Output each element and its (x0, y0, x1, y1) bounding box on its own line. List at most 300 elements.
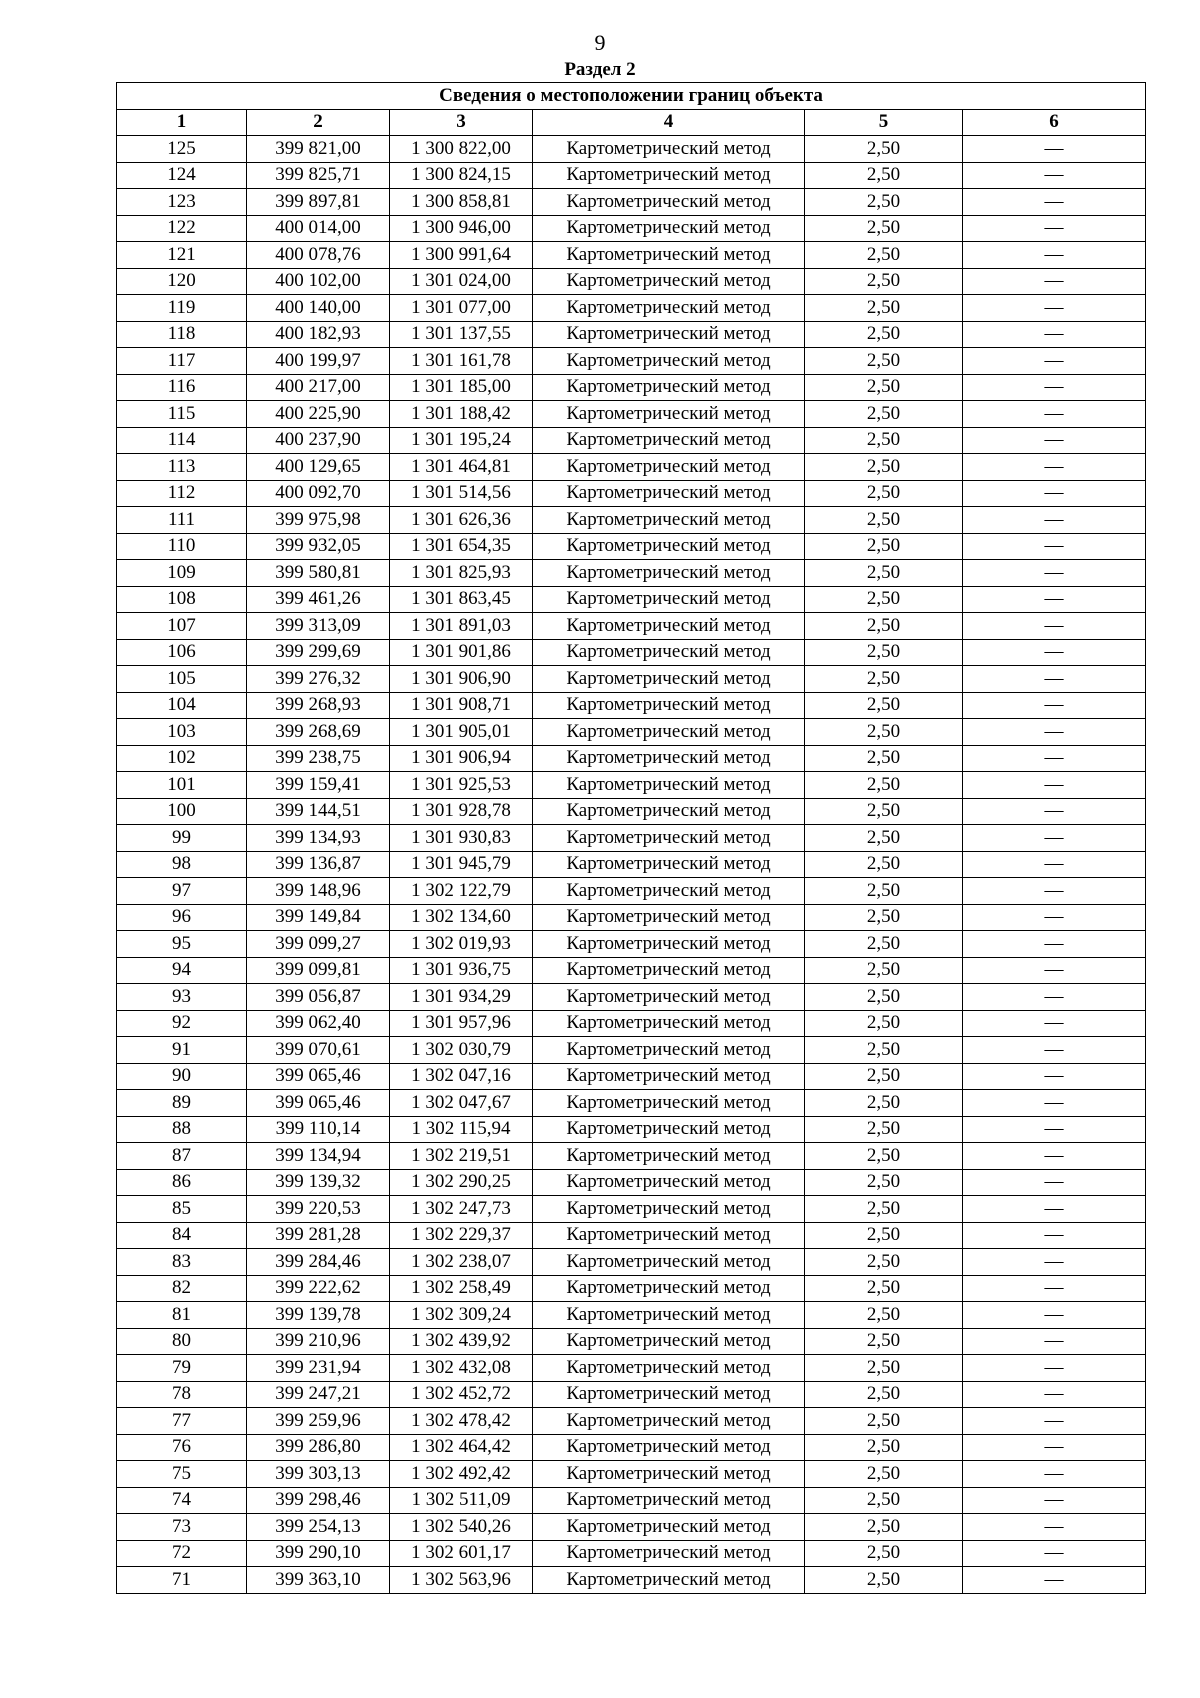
description-cell: — (963, 666, 1146, 693)
point-number-cell: 100 (117, 798, 247, 825)
method-cell: Картометрический метод (533, 1116, 805, 1143)
point-number-cell: 92 (117, 1010, 247, 1037)
description-cell: — (963, 374, 1146, 401)
accuracy-cell: 2,50 (805, 1222, 963, 1249)
description-cell: — (963, 1037, 1146, 1064)
description-cell: — (963, 401, 1146, 428)
y-coordinate-cell: 1 301 930,83 (390, 825, 533, 852)
y-coordinate-cell: 1 300 946,00 (390, 215, 533, 242)
accuracy-cell: 2,50 (805, 268, 963, 295)
table-row (117, 745, 1146, 772)
column-header: 3 (390, 109, 533, 136)
table-row (117, 692, 1146, 719)
description-cell: — (963, 639, 1146, 666)
table-row (117, 374, 1146, 401)
accuracy-cell: 2,50 (805, 1461, 963, 1488)
y-coordinate-cell: 1 301 957,96 (390, 1010, 533, 1037)
accuracy-cell: 2,50 (805, 215, 963, 242)
description-cell: — (963, 1116, 1146, 1143)
point-number-cell: 115 (117, 401, 247, 428)
x-coordinate-cell: 399 975,98 (247, 507, 390, 534)
table-row (117, 1434, 1146, 1461)
accuracy-cell: 2,50 (805, 348, 963, 375)
table-row (117, 1063, 1146, 1090)
table-row (117, 957, 1146, 984)
point-number-cell: 110 (117, 533, 247, 560)
accuracy-cell: 2,50 (805, 480, 963, 507)
x-coordinate-cell: 399 062,40 (247, 1010, 390, 1037)
accuracy-cell: 2,50 (805, 931, 963, 958)
table-row (117, 1461, 1146, 1488)
description-cell: — (963, 613, 1146, 640)
description-cell: — (963, 931, 1146, 958)
accuracy-cell: 2,50 (805, 1063, 963, 1090)
table-row (117, 507, 1146, 534)
table-row (117, 295, 1146, 322)
accuracy-cell: 2,50 (805, 1355, 963, 1382)
point-number-cell: 71 (117, 1567, 247, 1594)
y-coordinate-cell: 1 300 858,81 (390, 189, 533, 216)
accuracy-cell: 2,50 (805, 957, 963, 984)
point-number-cell: 116 (117, 374, 247, 401)
accuracy-cell: 2,50 (805, 825, 963, 852)
point-number-cell: 79 (117, 1355, 247, 1382)
table-row (117, 1567, 1146, 1594)
description-cell: — (963, 719, 1146, 746)
description-cell: — (963, 480, 1146, 507)
description-cell: — (963, 1169, 1146, 1196)
table-row (117, 136, 1146, 163)
point-number-cell: 106 (117, 639, 247, 666)
y-coordinate-cell: 1 301 891,03 (390, 613, 533, 640)
point-number-cell: 118 (117, 321, 247, 348)
accuracy-cell: 2,50 (805, 242, 963, 269)
method-cell: Картометрический метод (533, 851, 805, 878)
x-coordinate-cell: 399 254,13 (247, 1514, 390, 1541)
accuracy-cell: 2,50 (805, 189, 963, 216)
table-row (117, 533, 1146, 560)
method-cell: Картометрический метод (533, 772, 805, 799)
table-row (117, 1408, 1146, 1435)
accuracy-cell: 2,50 (805, 162, 963, 189)
method-cell: Картометрический метод (533, 1540, 805, 1567)
method-cell: Картометрический метод (533, 295, 805, 322)
point-number-cell: 123 (117, 189, 247, 216)
table-row (117, 1090, 1146, 1117)
y-coordinate-cell: 1 302 258,49 (390, 1275, 533, 1302)
description-cell: — (963, 1487, 1146, 1514)
x-coordinate-cell: 400 102,00 (247, 268, 390, 295)
x-coordinate-cell: 399 238,75 (247, 745, 390, 772)
description-cell: — (963, 560, 1146, 587)
description-cell: — (963, 1328, 1146, 1355)
x-coordinate-cell: 399 290,10 (247, 1540, 390, 1567)
y-coordinate-cell: 1 301 906,90 (390, 666, 533, 693)
point-number-cell: 91 (117, 1037, 247, 1064)
y-coordinate-cell: 1 302 492,42 (390, 1461, 533, 1488)
y-coordinate-cell: 1 302 478,42 (390, 1408, 533, 1435)
method-cell: Картометрический метод (533, 348, 805, 375)
description-cell: — (963, 295, 1146, 322)
y-coordinate-cell: 1 301 905,01 (390, 719, 533, 746)
table-row (117, 189, 1146, 216)
point-number-cell: 93 (117, 984, 247, 1011)
accuracy-cell: 2,50 (805, 507, 963, 534)
point-number-cell: 80 (117, 1328, 247, 1355)
y-coordinate-cell: 1 302 219,51 (390, 1143, 533, 1170)
point-number-cell: 86 (117, 1169, 247, 1196)
accuracy-cell: 2,50 (805, 1328, 963, 1355)
description-cell: — (963, 189, 1146, 216)
x-coordinate-cell: 399 247,21 (247, 1381, 390, 1408)
description-cell: — (963, 1090, 1146, 1117)
description-cell: — (963, 348, 1146, 375)
accuracy-cell: 2,50 (805, 1169, 963, 1196)
description-cell: — (963, 772, 1146, 799)
table-row (117, 1196, 1146, 1223)
method-cell: Картометрический метод (533, 692, 805, 719)
description-cell: — (963, 162, 1146, 189)
table-row (117, 1487, 1146, 1514)
accuracy-cell: 2,50 (805, 1037, 963, 1064)
x-coordinate-cell: 399 825,71 (247, 162, 390, 189)
x-coordinate-cell: 399 298,46 (247, 1487, 390, 1514)
accuracy-cell: 2,50 (805, 1196, 963, 1223)
y-coordinate-cell: 1 302 452,72 (390, 1381, 533, 1408)
accuracy-cell: 2,50 (805, 772, 963, 799)
point-number-cell: 85 (117, 1196, 247, 1223)
y-coordinate-cell: 1 302 511,09 (390, 1487, 533, 1514)
x-coordinate-cell: 399 110,14 (247, 1116, 390, 1143)
accuracy-cell: 2,50 (805, 878, 963, 905)
point-number-cell: 102 (117, 745, 247, 772)
x-coordinate-cell: 399 222,62 (247, 1275, 390, 1302)
point-number-cell: 83 (117, 1249, 247, 1276)
point-number-cell: 82 (117, 1275, 247, 1302)
method-cell: Картометрический метод (533, 798, 805, 825)
accuracy-cell: 2,50 (805, 1381, 963, 1408)
accuracy-cell: 2,50 (805, 1116, 963, 1143)
method-cell: Картометрический метод (533, 560, 805, 587)
point-number-cell: 75 (117, 1461, 247, 1488)
accuracy-cell: 2,50 (805, 798, 963, 825)
table-row (117, 1302, 1146, 1329)
y-coordinate-cell: 1 302 290,25 (390, 1169, 533, 1196)
method-cell: Картометрический метод (533, 1434, 805, 1461)
point-number-cell: 98 (117, 851, 247, 878)
description-cell: — (963, 1010, 1146, 1037)
description-cell: — (963, 215, 1146, 242)
description-cell: — (963, 904, 1146, 931)
description-cell: — (963, 957, 1146, 984)
column-header: 5 (805, 109, 963, 136)
table-row (117, 454, 1146, 481)
method-cell: Картометрический метод (533, 1143, 805, 1170)
x-coordinate-cell: 400 129,65 (247, 454, 390, 481)
y-coordinate-cell: 1 302 439,92 (390, 1328, 533, 1355)
caption-row (117, 83, 1146, 110)
description-cell: — (963, 1222, 1146, 1249)
description-cell: — (963, 1540, 1146, 1567)
method-cell: Картометрический метод (533, 1037, 805, 1064)
method-cell: Картометрический метод (533, 1275, 805, 1302)
table-row (117, 215, 1146, 242)
point-number-cell: 105 (117, 666, 247, 693)
point-number-cell: 90 (117, 1063, 247, 1090)
y-coordinate-cell: 1 302 047,16 (390, 1063, 533, 1090)
point-number-cell: 121 (117, 242, 247, 269)
accuracy-cell: 2,50 (805, 1487, 963, 1514)
accuracy-cell: 2,50 (805, 851, 963, 878)
table-row (117, 348, 1146, 375)
x-coordinate-cell: 400 078,76 (247, 242, 390, 269)
table-row (117, 401, 1146, 428)
method-cell: Картометрический метод (533, 639, 805, 666)
description-cell: — (963, 745, 1146, 772)
description-cell: — (963, 1275, 1146, 1302)
accuracy-cell: 2,50 (805, 1010, 963, 1037)
x-coordinate-cell: 399 299,69 (247, 639, 390, 666)
x-coordinate-cell: 399 461,26 (247, 586, 390, 613)
y-coordinate-cell: 1 301 945,79 (390, 851, 533, 878)
x-coordinate-cell: 400 014,00 (247, 215, 390, 242)
description-cell: — (963, 1408, 1146, 1435)
method-cell: Картометрический метод (533, 1514, 805, 1541)
table-row (117, 639, 1146, 666)
table-row (117, 798, 1146, 825)
x-coordinate-cell: 399 099,81 (247, 957, 390, 984)
point-number-cell: 120 (117, 268, 247, 295)
description-cell: — (963, 427, 1146, 454)
y-coordinate-cell: 1 300 991,64 (390, 242, 533, 269)
x-coordinate-cell: 399 149,84 (247, 904, 390, 931)
method-cell: Картометрический метод (533, 666, 805, 693)
description-cell: — (963, 1249, 1146, 1276)
page-number: 9 (594, 30, 606, 55)
boundary-table (116, 82, 1146, 1594)
x-coordinate-cell: 399 276,32 (247, 666, 390, 693)
point-number-cell: 78 (117, 1381, 247, 1408)
x-coordinate-cell: 399 220,53 (247, 1196, 390, 1223)
description-cell: — (963, 507, 1146, 534)
x-coordinate-cell: 399 134,93 (247, 825, 390, 852)
table-row (117, 772, 1146, 799)
description-cell: — (963, 1143, 1146, 1170)
point-number-cell: 77 (117, 1408, 247, 1435)
accuracy-cell: 2,50 (805, 1249, 963, 1276)
table-row (117, 878, 1146, 905)
point-number-cell: 103 (117, 719, 247, 746)
method-cell: Картометрический метод (533, 136, 805, 163)
table-row (117, 1010, 1146, 1037)
description-cell: — (963, 1381, 1146, 1408)
method-cell: Картометрический метод (533, 957, 805, 984)
method-cell: Картометрический метод (533, 427, 805, 454)
x-coordinate-cell: 399 099,27 (247, 931, 390, 958)
method-cell: Картометрический метод (533, 1567, 805, 1594)
method-cell: Картометрический метод (533, 1222, 805, 1249)
accuracy-cell: 2,50 (805, 692, 963, 719)
description-cell: — (963, 1302, 1146, 1329)
y-coordinate-cell: 1 302 047,67 (390, 1090, 533, 1117)
point-number-cell: 109 (117, 560, 247, 587)
method-cell: Картометрический метод (533, 1063, 805, 1090)
description-cell: — (963, 268, 1146, 295)
x-coordinate-cell: 399 231,94 (247, 1355, 390, 1382)
table-row (117, 586, 1146, 613)
y-coordinate-cell: 1 301 825,93 (390, 560, 533, 587)
point-number-cell: 124 (117, 162, 247, 189)
method-cell: Картометрический метод (533, 931, 805, 958)
method-cell: Картометрический метод (533, 984, 805, 1011)
point-number-cell: 97 (117, 878, 247, 905)
y-coordinate-cell: 1 302 247,73 (390, 1196, 533, 1223)
x-coordinate-cell: 399 148,96 (247, 878, 390, 905)
x-coordinate-cell: 399 144,51 (247, 798, 390, 825)
y-coordinate-cell: 1 301 514,56 (390, 480, 533, 507)
accuracy-cell: 2,50 (805, 560, 963, 587)
description-cell: — (963, 825, 1146, 852)
y-coordinate-cell: 1 301 464,81 (390, 454, 533, 481)
description-cell: — (963, 1355, 1146, 1382)
y-coordinate-cell: 1 301 928,78 (390, 798, 533, 825)
point-number-cell: 72 (117, 1540, 247, 1567)
x-coordinate-cell: 400 182,93 (247, 321, 390, 348)
point-number-cell: 96 (117, 904, 247, 931)
accuracy-cell: 2,50 (805, 639, 963, 666)
description-cell: — (963, 321, 1146, 348)
accuracy-cell: 2,50 (805, 1090, 963, 1117)
y-coordinate-cell: 1 301 024,00 (390, 268, 533, 295)
description-cell: — (963, 851, 1146, 878)
table-row (117, 1249, 1146, 1276)
accuracy-cell: 2,50 (805, 136, 963, 163)
description-cell: — (963, 1514, 1146, 1541)
x-coordinate-cell: 399 139,78 (247, 1302, 390, 1329)
table-caption: Сведения о местоположении границ объекта (117, 83, 1146, 110)
column-header: 4 (533, 109, 805, 136)
y-coordinate-cell: 1 301 188,42 (390, 401, 533, 428)
accuracy-cell: 2,50 (805, 904, 963, 931)
accuracy-cell: 2,50 (805, 454, 963, 481)
y-coordinate-cell: 1 302 540,26 (390, 1514, 533, 1541)
x-coordinate-cell: 400 092,70 (247, 480, 390, 507)
point-number-cell: 87 (117, 1143, 247, 1170)
y-coordinate-cell: 1 301 934,29 (390, 984, 533, 1011)
accuracy-cell: 2,50 (805, 1540, 963, 1567)
method-cell: Картометрический метод (533, 904, 805, 931)
accuracy-cell: 2,50 (805, 321, 963, 348)
y-coordinate-cell: 1 301 195,24 (390, 427, 533, 454)
point-number-cell: 104 (117, 692, 247, 719)
table-row (117, 1275, 1146, 1302)
y-coordinate-cell: 1 301 906,94 (390, 745, 533, 772)
y-coordinate-cell: 1 302 030,79 (390, 1037, 533, 1064)
table-row (117, 1328, 1146, 1355)
x-coordinate-cell: 399 363,10 (247, 1567, 390, 1594)
column-header: 2 (247, 109, 390, 136)
method-cell: Картометрический метод (533, 374, 805, 401)
accuracy-cell: 2,50 (805, 1514, 963, 1541)
x-coordinate-cell: 399 159,41 (247, 772, 390, 799)
accuracy-cell: 2,50 (805, 1275, 963, 1302)
point-number-cell: 99 (117, 825, 247, 852)
column-header: 6 (963, 109, 1146, 136)
method-cell: Картометрический метод (533, 1010, 805, 1037)
method-cell: Картометрический метод (533, 719, 805, 746)
point-number-cell: 119 (117, 295, 247, 322)
method-cell: Картометрический метод (533, 242, 805, 269)
description-cell: — (963, 984, 1146, 1011)
x-coordinate-cell: 399 284,46 (247, 1249, 390, 1276)
x-coordinate-cell: 399 268,69 (247, 719, 390, 746)
point-number-cell: 113 (117, 454, 247, 481)
x-coordinate-cell: 399 259,96 (247, 1408, 390, 1435)
x-coordinate-cell: 399 580,81 (247, 560, 390, 587)
point-number-cell: 89 (117, 1090, 247, 1117)
y-coordinate-cell: 1 301 626,36 (390, 507, 533, 534)
table-row (117, 1514, 1146, 1541)
table-row (117, 1116, 1146, 1143)
x-coordinate-cell: 400 217,00 (247, 374, 390, 401)
method-cell: Картометрический метод (533, 1381, 805, 1408)
point-number-cell: 107 (117, 613, 247, 640)
x-coordinate-cell: 399 897,81 (247, 189, 390, 216)
accuracy-cell: 2,50 (805, 295, 963, 322)
point-number-cell: 84 (117, 1222, 247, 1249)
y-coordinate-cell: 1 301 908,71 (390, 692, 533, 719)
description-cell: — (963, 692, 1146, 719)
method-cell: Картометрический метод (533, 1302, 805, 1329)
x-coordinate-cell: 399 065,46 (247, 1063, 390, 1090)
y-coordinate-cell: 1 301 936,75 (390, 957, 533, 984)
x-coordinate-cell: 399 303,13 (247, 1461, 390, 1488)
description-cell: — (963, 878, 1146, 905)
accuracy-cell: 2,50 (805, 1143, 963, 1170)
point-number-cell: 111 (117, 507, 247, 534)
method-cell: Картометрический метод (533, 321, 805, 348)
y-coordinate-cell: 1 301 077,00 (390, 295, 533, 322)
y-coordinate-cell: 1 302 229,37 (390, 1222, 533, 1249)
table-row (117, 242, 1146, 269)
accuracy-cell: 2,50 (805, 427, 963, 454)
table-body (117, 136, 1146, 1594)
point-number-cell: 73 (117, 1514, 247, 1541)
y-coordinate-cell: 1 300 824,15 (390, 162, 533, 189)
table-head (117, 83, 1146, 136)
accuracy-cell: 2,50 (805, 586, 963, 613)
method-cell: Картометрический метод (533, 480, 805, 507)
table-row (117, 268, 1146, 295)
method-cell: Картометрический метод (533, 878, 805, 905)
description-cell: — (963, 1461, 1146, 1488)
description-cell: — (963, 533, 1146, 560)
method-cell: Картометрический метод (533, 1249, 805, 1276)
accuracy-cell: 2,50 (805, 401, 963, 428)
x-coordinate-cell: 399 210,96 (247, 1328, 390, 1355)
x-coordinate-cell: 399 134,94 (247, 1143, 390, 1170)
y-coordinate-cell: 1 301 654,35 (390, 533, 533, 560)
accuracy-cell: 2,50 (805, 1567, 963, 1594)
y-coordinate-cell: 1 302 115,94 (390, 1116, 533, 1143)
table-row (117, 321, 1146, 348)
point-number-cell: 114 (117, 427, 247, 454)
method-cell: Картометрический метод (533, 745, 805, 772)
method-cell: Картометрический метод (533, 1196, 805, 1223)
method-cell: Картометрический метод (533, 613, 805, 640)
y-coordinate-cell: 1 301 925,53 (390, 772, 533, 799)
table-row (117, 1540, 1146, 1567)
